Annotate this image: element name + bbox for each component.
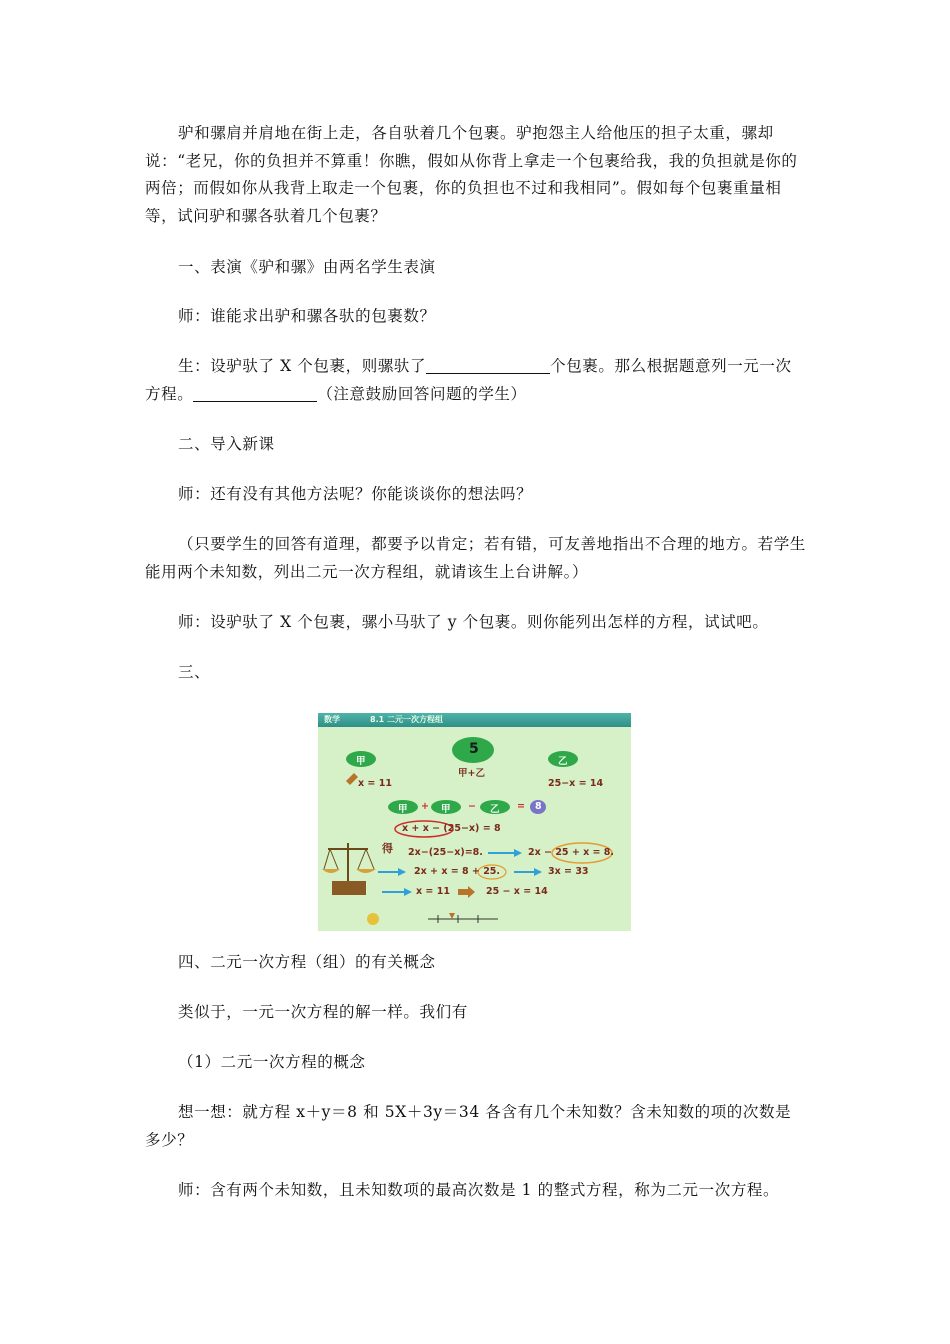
subsection-1-heading: （1）二元一次方程的概念: [178, 1053, 366, 1071]
step2-right: 3x = 33: [548, 866, 589, 877]
de-label: 得: [382, 842, 393, 855]
scale-pan-right: [356, 869, 376, 873]
sum-label: 甲+乙: [458, 768, 485, 779]
slide-bar-subject: 数学: [324, 715, 340, 724]
slide-bar-lesson: 8.1 二元一次方程组: [370, 715, 443, 724]
row1-value: 8: [535, 801, 542, 812]
section-1-heading: 一、表演《驴和骡》由两名学生表演: [178, 258, 436, 276]
row1-jia2: 甲: [441, 804, 451, 815]
section-4-heading: 四、二元一次方程（组）的有关概念: [178, 953, 436, 971]
double-arrow-icon: [458, 886, 475, 898]
answer-blank-2[interactable]: [193, 385, 317, 402]
row1-jia: 甲: [398, 804, 408, 815]
number-label: 5: [469, 741, 479, 757]
definition-line: 师：含有两个未知数，且未知数项的最高次数是 1 的整式方程，称为二元一次方程。: [178, 1181, 780, 1199]
jia-label: 甲: [356, 756, 366, 767]
yi-label: 乙: [558, 756, 568, 767]
student-answer-part2: 个包裹。那么根据题意列一元一次方程。: [145, 357, 792, 403]
row2-equation: x + x − (25−x) = 8: [402, 823, 501, 834]
step1-left: 2x−(25−x)=8.: [408, 847, 483, 858]
teacher-question-1: 师：谁能求出驴和骡各驮的包裹数？: [178, 307, 436, 325]
section-2-heading: 二、导入新课: [178, 435, 275, 453]
step3-left: x = 11: [416, 886, 450, 897]
teacher-note: （只要学生的回答有道理，都要予以肯定；若有错，可友善地指出不合理的地方。若学生能用两个未知数，列出二元一次方程组，就请该生上台讲解。）: [145, 535, 806, 581]
row1-plus: +: [421, 801, 429, 812]
student-answer-part3: （注意鼓励回答问题的学生）: [317, 384, 527, 403]
answer-blank-1[interactable]: [426, 357, 550, 374]
eq-yi: 25−x = 14: [548, 778, 604, 789]
row1-equals: =: [517, 801, 525, 812]
step3-right: 25 − x = 14: [486, 886, 548, 897]
row1-yi: 乙: [490, 804, 500, 815]
teacher-question-3: 师：设驴驮了 X 个包裹，骡小马驮了 y 个包裹。则你能列出怎样的方程，试试吧。: [178, 613, 769, 631]
think-question: 想一想：就方程 x＋y＝8 和 5X＋3y＝34 各含有几个未知数？含未知数的项的次数是多少？: [145, 1103, 792, 1149]
eq-x: x = 11: [358, 778, 392, 789]
slider-handle: [449, 913, 455, 919]
scale-pan-left: [322, 869, 340, 873]
student-answer: [145, 353, 807, 408]
step2-left: 2x + x = 8 + 25.: [414, 866, 501, 877]
problem-paragraph: 驴和骡肩并肩地在街上走，各自驮着几个包裹。驴抱怨主人给他压的担子太重，骡却说：“老兄，你的负担并不算重！你瞧，假如从你背上拿走一个包裹给我，我的负担就是你的两倍；而假如你从我背上取走一个包裹，你的负担也不过和我相同”。假如每个包裹重量相等，试问驴和骡各驮着几个包裹？: [145, 124, 798, 225]
row1-minus: −: [468, 801, 476, 812]
play-button-icon: [367, 913, 379, 925]
slide-figure: [318, 713, 631, 931]
scale-base: [332, 881, 366, 895]
section-3-heading: 三、: [178, 663, 211, 681]
student-answer-part1: 生：设驴驮了 X 个包裹，则骡驮了: [178, 357, 427, 375]
pencil-icon: [346, 773, 358, 785]
step1-right: 2x − 25 + x = 8.: [528, 847, 615, 858]
analogy-line: 类似于，一元一次方程的解一样。我们有: [178, 1003, 468, 1021]
teacher-question-2: 师：还有没有其他方法呢？你能谈谈你的想法吗？: [178, 485, 533, 503]
